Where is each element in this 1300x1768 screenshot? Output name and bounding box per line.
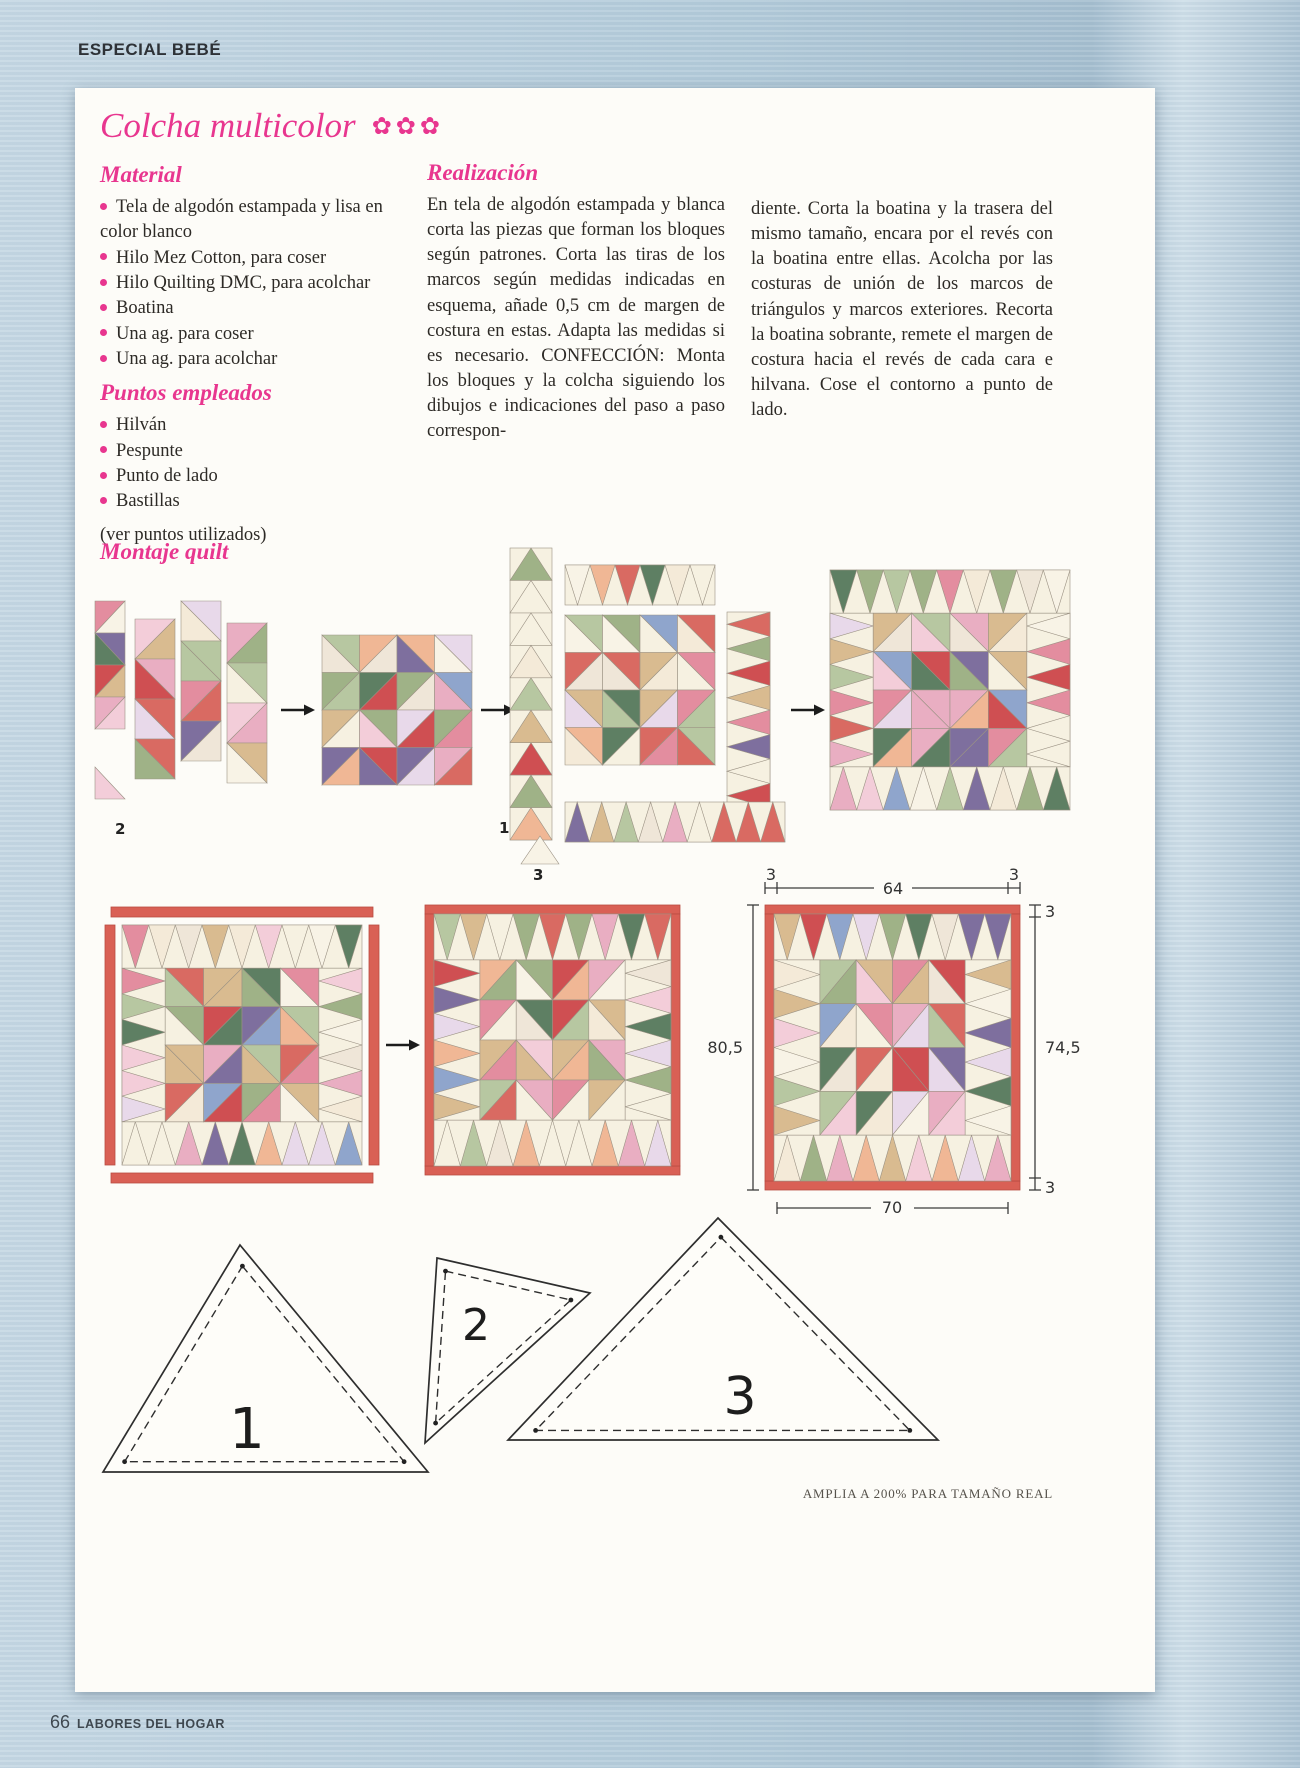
dim-bottom-width: 70 bbox=[881, 1198, 903, 1217]
material-list bbox=[100, 195, 410, 372]
material-heading: Material bbox=[100, 162, 182, 187]
puntos-list bbox=[100, 413, 410, 514]
step-label-3: 3 bbox=[533, 866, 544, 884]
realizacion-section bbox=[427, 160, 725, 445]
material-section bbox=[100, 162, 410, 548]
montaje-heading: Montaje quilt bbox=[100, 539, 229, 564]
dim-top-width: 64 bbox=[882, 879, 904, 898]
section-kicker: ESPECIAL BEBÉ bbox=[78, 40, 222, 59]
scale-note: AMPLIA A 200% PARA TAMAÑO REAL bbox=[802, 1486, 1053, 1501]
block-with-borders-assembled bbox=[830, 570, 1070, 810]
list-item: Boatina bbox=[100, 296, 410, 321]
step-label-2: 2 bbox=[115, 820, 126, 838]
list-item: Hilván bbox=[100, 413, 410, 438]
article-title-text: Colcha multicolor bbox=[100, 106, 356, 145]
realizacion-text-col2: diente. Corta la boatina y la trasera del mismo tamaño, encara por el revés con la boatina entre ellas. Acolcha por las costuras de unión de los marcos de triángulos y marcos exteriores. Recorta la boatina sobrante, remete el margen de costura hacia el revés de cada cara e hilvana. Cose el contorno a punto de lado. bbox=[751, 199, 1053, 421]
list-item: Una ag. para acolchar bbox=[100, 347, 410, 372]
arrow-icon bbox=[386, 1040, 420, 1051]
template-number-3: 3 bbox=[723, 1367, 757, 1427]
quilt-with-red-strips bbox=[105, 907, 379, 1183]
magazine-name: LABORES DEL HOGAR bbox=[77, 1717, 225, 1731]
step-strips-group bbox=[95, 601, 267, 799]
page-number: 66 bbox=[50, 1712, 71, 1732]
list-item: Una ag. para coser bbox=[100, 322, 410, 347]
list-item: Hilo Mez Cotton, para coser bbox=[100, 246, 410, 271]
assembled-block bbox=[322, 635, 472, 785]
arrow-icon bbox=[791, 705, 825, 716]
quilt-final-with-dimensions bbox=[765, 905, 1020, 1190]
list-item: Tela de algodón estampada y lisa en color blanco bbox=[100, 195, 410, 246]
dim-left-height: 80,5 bbox=[707, 1038, 743, 1057]
template-number-2: 2 bbox=[462, 1300, 490, 1351]
quilt-assembly-diagram bbox=[75, 540, 1155, 1500]
puntos-note: (ver puntos utilizados) bbox=[100, 524, 267, 545]
puntos-heading: Puntos empleados bbox=[100, 380, 272, 406]
flower-icons: ✿✿✿ bbox=[371, 114, 445, 140]
realizacion-text-col1: En tela de algodón estampada y blanca corta las piezas que forman los bloques según patrones. Corta las tiras de los marcos según medidas indicadas en esquema, añade 0,5 cm de margen de costura en estas. Adapta las medidas si es necesario. CONFECCIÓN: Monta los bloques y la colcha siguiendo los dibujos e indicaciones del paso a paso correspon- bbox=[427, 195, 725, 442]
dim-top-left: 3 bbox=[765, 865, 777, 884]
arrow-icon bbox=[281, 705, 315, 716]
article-title bbox=[100, 106, 444, 146]
pattern-template-1 bbox=[103, 1245, 428, 1472]
list-item: Pespunte bbox=[100, 439, 410, 464]
magazine-page bbox=[75, 88, 1155, 1692]
quilt-red-border-assembled bbox=[425, 905, 680, 1175]
dim-top-right: 3 bbox=[1008, 865, 1020, 884]
block-with-border-strips bbox=[510, 548, 785, 864]
page-footer bbox=[50, 1712, 225, 1733]
dim-right-height: 74,5 bbox=[1045, 1038, 1081, 1057]
dim-right-top: 3 bbox=[1045, 902, 1056, 921]
template-number-1: 1 bbox=[229, 1397, 265, 1462]
pattern-template-3 bbox=[508, 1218, 938, 1440]
list-item: Hilo Quilting DMC, para acolchar bbox=[100, 271, 410, 296]
list-item: Punto de lado bbox=[100, 464, 410, 489]
realizacion-heading: Realización bbox=[427, 160, 539, 185]
realizacion-continued bbox=[751, 160, 1053, 423]
list-item: Bastillas bbox=[100, 489, 410, 514]
step-label-1: 1 bbox=[499, 819, 510, 837]
dim-right-bottom: 3 bbox=[1045, 1178, 1056, 1197]
